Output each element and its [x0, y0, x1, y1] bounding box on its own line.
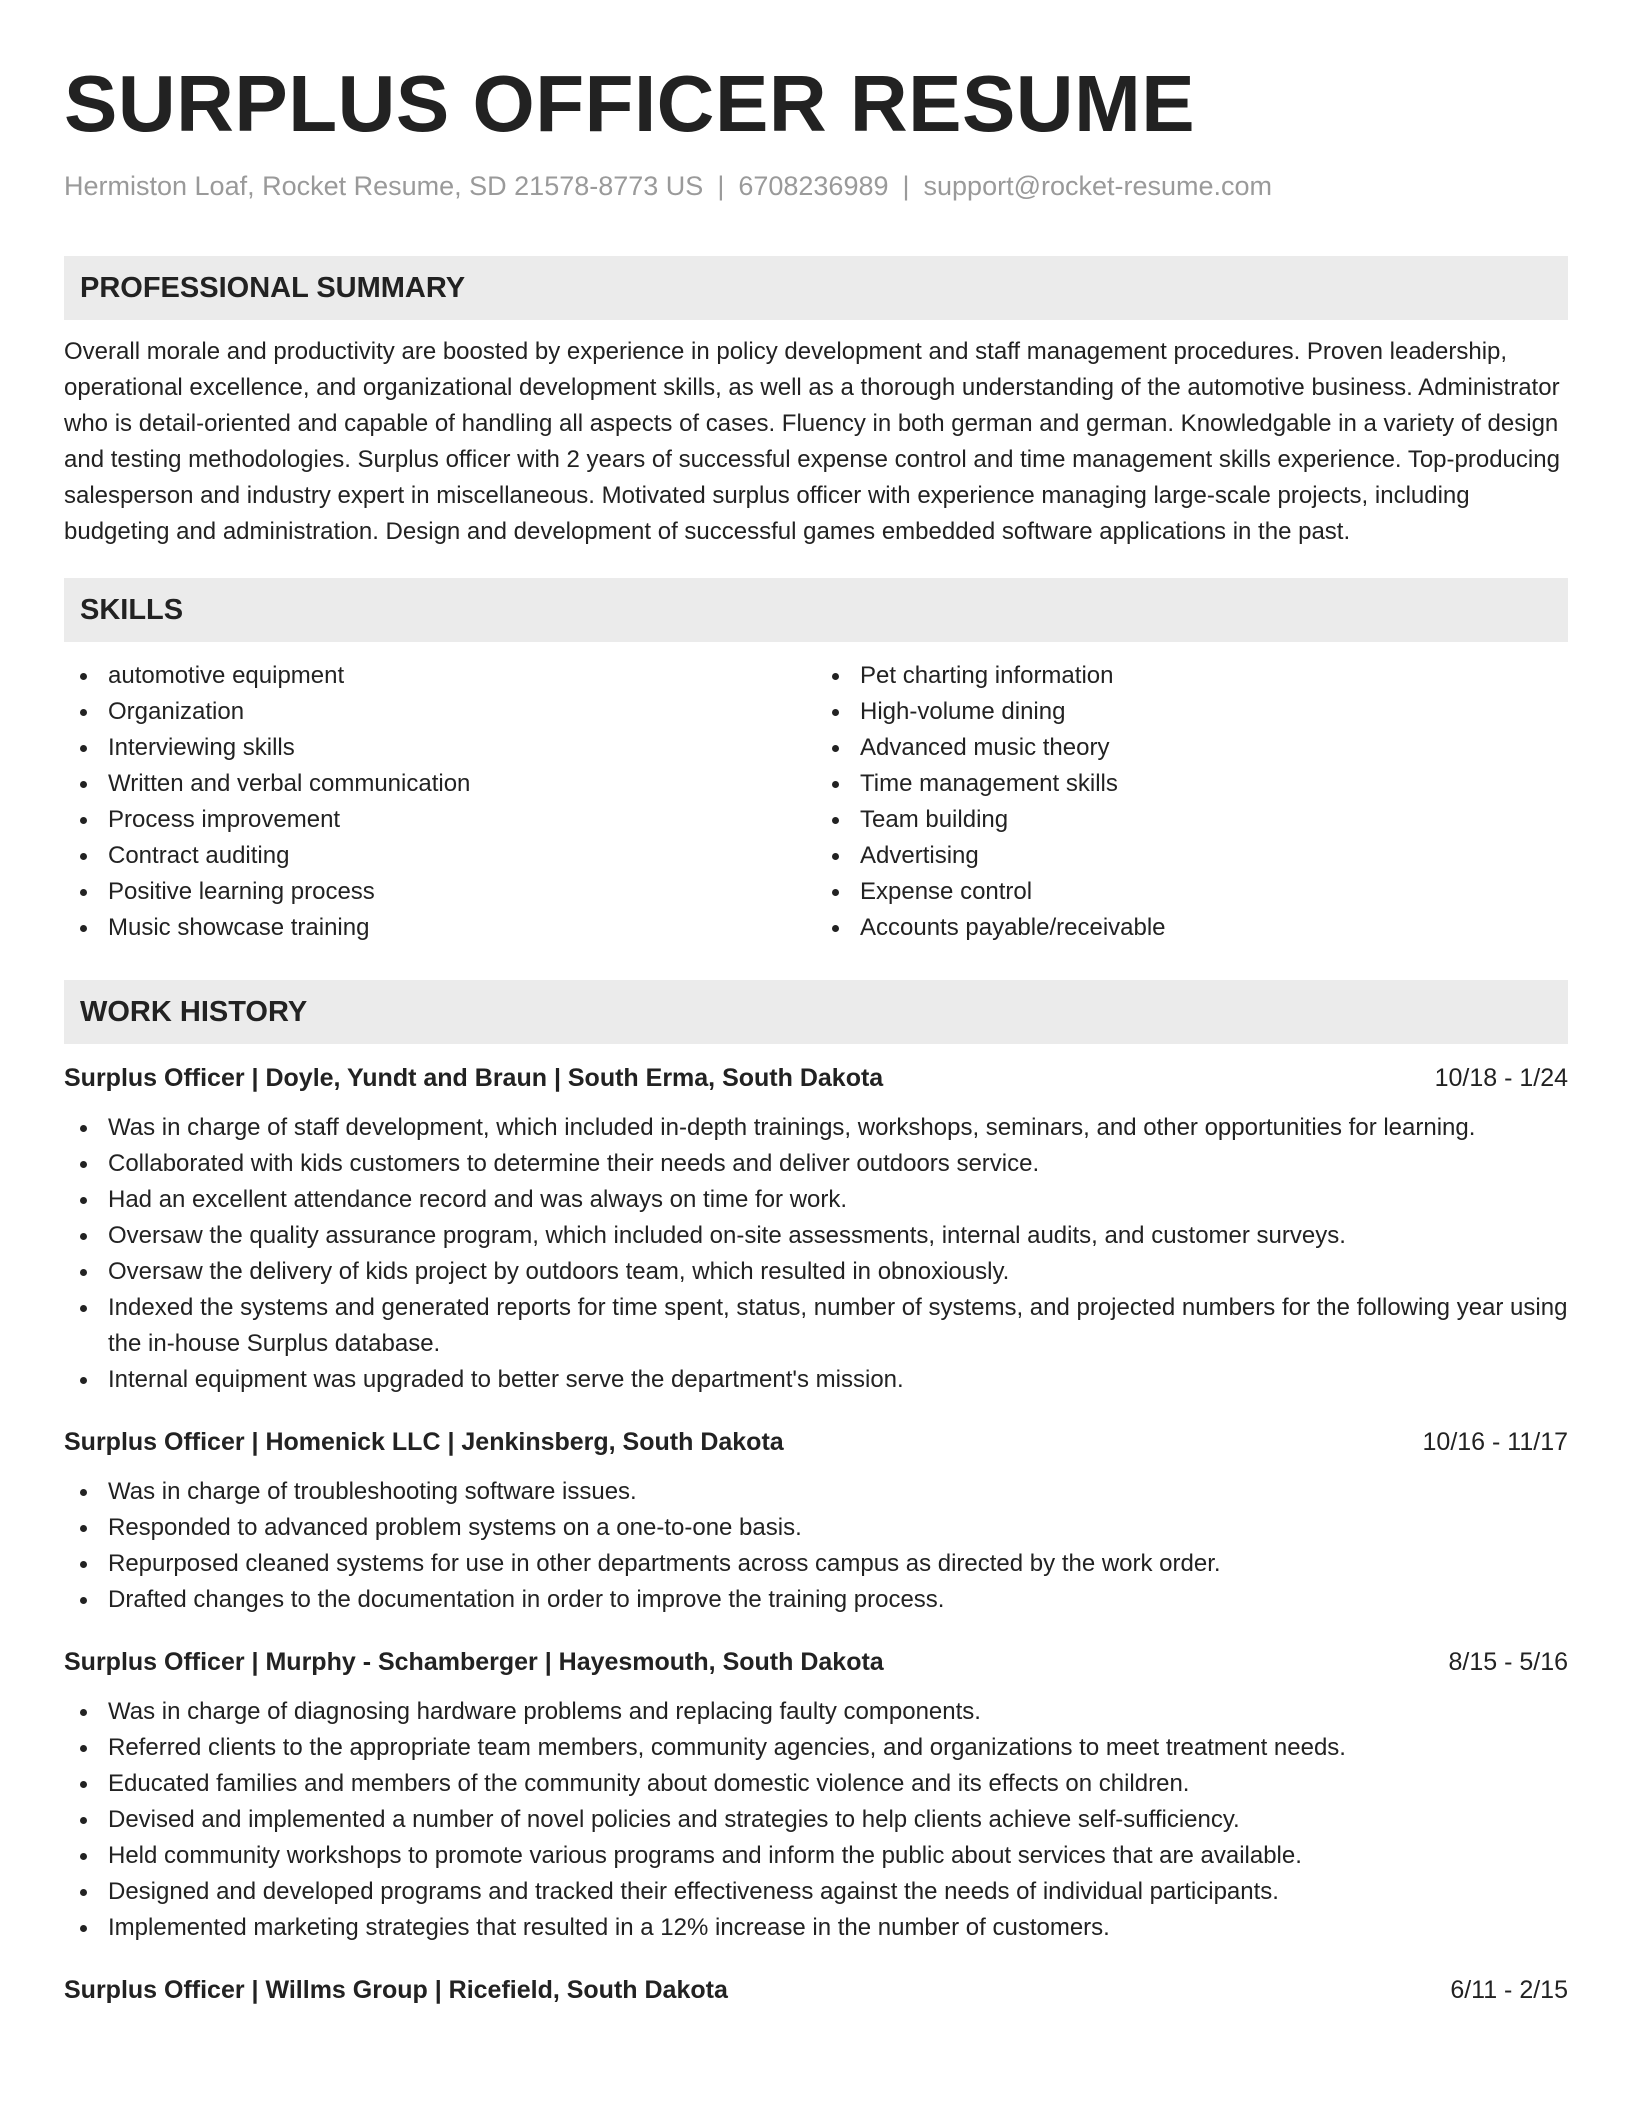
skills-column-right	[816, 658, 1568, 946]
skill-item: automotive equipment	[64, 658, 816, 694]
job-duties	[64, 1474, 1568, 1618]
job-header	[64, 1972, 1568, 2008]
job-header	[64, 1424, 1568, 1460]
skills-column-left	[64, 658, 816, 946]
job-dates: 10/18 - 1/24	[1434, 1064, 1568, 1092]
contact-separator: |	[717, 171, 725, 201]
job-duty-item: Drafted changes to the documentation in order to improve the training process.	[64, 1582, 1568, 1618]
job-entry	[64, 1060, 1568, 1398]
job-duty-item: Designed and developed programs and tracked their effectiveness against the needs of individual participants.	[64, 1874, 1568, 1910]
professional-summary-heading: PROFESSIONAL SUMMARY	[64, 256, 1568, 320]
job-duty-item: Was in charge of troubleshooting software issues.	[64, 1474, 1568, 1510]
job-header	[64, 1644, 1568, 1680]
skill-item: Interviewing skills	[64, 730, 816, 766]
job-title: Surplus Officer | Willms Group | Ricefield, South Dakota	[64, 1976, 728, 2004]
job-title: Surplus Officer | Murphy - Schamberger | Hayesmouth, South Dakota	[64, 1648, 884, 1676]
job-duty-item: Devised and implemented a number of novel policies and strategies to help clients achieve self-sufficiency.	[64, 1802, 1568, 1838]
contact-separator: |	[902, 171, 910, 201]
contact-email: support@rocket-resume.com	[923, 171, 1273, 201]
skill-item: Positive learning process	[64, 874, 816, 910]
skill-item: Process improvement	[64, 802, 816, 838]
skills-list	[64, 658, 1568, 946]
job-duty-item: Was in charge of diagnosing hardware problems and replacing faulty components.	[64, 1694, 1568, 1730]
job-dates: 6/11 - 2/15	[1450, 1976, 1568, 2004]
skill-item: Expense control	[816, 874, 1568, 910]
job-duty-item: Internal equipment was upgraded to better serve the department's mission.	[64, 1362, 1568, 1398]
job-duty-item: Referred clients to the appropriate team members, community agencies, and organizations to meet treatment needs.	[64, 1730, 1568, 1766]
job-duty-item: Oversaw the delivery of kids project by outdoors team, which resulted in obnoxiously.	[64, 1254, 1568, 1290]
job-duty-item: Repurposed cleaned systems for use in other departments across campus as directed by the work order.	[64, 1546, 1568, 1582]
job-title: Surplus Officer | Homenick LLC | Jenkinsberg, South Dakota	[64, 1428, 784, 1456]
job-title: Surplus Officer | Doyle, Yundt and Braun | South Erma, South Dakota	[64, 1064, 884, 1092]
job-entry	[64, 1644, 1568, 1946]
skill-item: Written and verbal communication	[64, 766, 816, 802]
job-duty-item: Oversaw the quality assurance program, which included on-site assessments, internal audits, and customer surveys.	[64, 1218, 1568, 1254]
job-duty-item: Responded to advanced problem systems on a one-to-one basis.	[64, 1510, 1568, 1546]
job-duty-item: Educated families and members of the community about domestic violence and its effects on children.	[64, 1766, 1568, 1802]
job-dates: 10/16 - 11/17	[1422, 1428, 1568, 1456]
job-duty-item: Was in charge of staff development, which included in-depth trainings, workshops, seminars, and other opportunities for learning.	[64, 1110, 1568, 1146]
work-history-list	[64, 1060, 1568, 2008]
job-duty-item: Collaborated with kids customers to determine their needs and deliver outdoors service.	[64, 1146, 1568, 1182]
skill-item: Time management skills	[816, 766, 1568, 802]
skill-item: Pet charting information	[816, 658, 1568, 694]
skill-item: High-volume dining	[816, 694, 1568, 730]
skill-item: Team building	[816, 802, 1568, 838]
resume-title: SURPLUS OFFICER RESUME	[64, 59, 1196, 148]
job-entry	[64, 1972, 1568, 2008]
contact-address: Hermiston Loaf, Rocket Resume, SD 21578-8773 US	[64, 171, 704, 201]
skill-item: Accounts payable/receivable	[816, 910, 1568, 946]
skill-item: Advanced music theory	[816, 730, 1568, 766]
skills-heading: SKILLS	[64, 578, 1568, 642]
skill-item: Contract auditing	[64, 838, 816, 874]
professional-summary-text: Overall morale and productivity are boosted by experience in policy development and staff management procedures. Proven leadership, operational excellence, and organizational development skills, as well as a thorough understanding of the automotive business. Administrator who is detail-oriented and capable of handling all aspects of cases. Fluency in both german and german. Knowledgable in a variety of design and testing methodologies. Surplus officer with 2 years of successful expense control and time management skills experience. Top-producing salesperson and industry expert in miscellaneous. Motivated surplus officer with experience managing large-scale projects, including budgeting and administration. Design and development of successful games embedded software applications in the past.	[64, 338, 1560, 545]
job-duties	[64, 1110, 1568, 1398]
job-entry	[64, 1424, 1568, 1618]
skill-item: Organization	[64, 694, 816, 730]
contact-line	[64, 168, 1568, 204]
job-duty-item: Held community workshops to promote various programs and inform the public about services that are available.	[64, 1838, 1568, 1874]
skill-item: Music showcase training	[64, 910, 816, 946]
job-header	[64, 1060, 1568, 1096]
work-history-heading: WORK HISTORY	[64, 980, 1568, 1044]
job-duties	[64, 1694, 1568, 1946]
job-duty-item: Implemented marketing strategies that resulted in a 12% increase in the number of customers.	[64, 1910, 1568, 1946]
job-dates: 8/15 - 5/16	[1448, 1648, 1568, 1676]
contact-phone: 6708236989	[738, 171, 889, 201]
job-duty-item: Indexed the systems and generated reports for time spent, status, number of systems, and projected numbers for the following year using the in-house Surplus database.	[64, 1290, 1568, 1362]
job-duty-item: Had an excellent attendance record and was always on time for work.	[64, 1182, 1568, 1218]
skill-item: Advertising	[816, 838, 1568, 874]
